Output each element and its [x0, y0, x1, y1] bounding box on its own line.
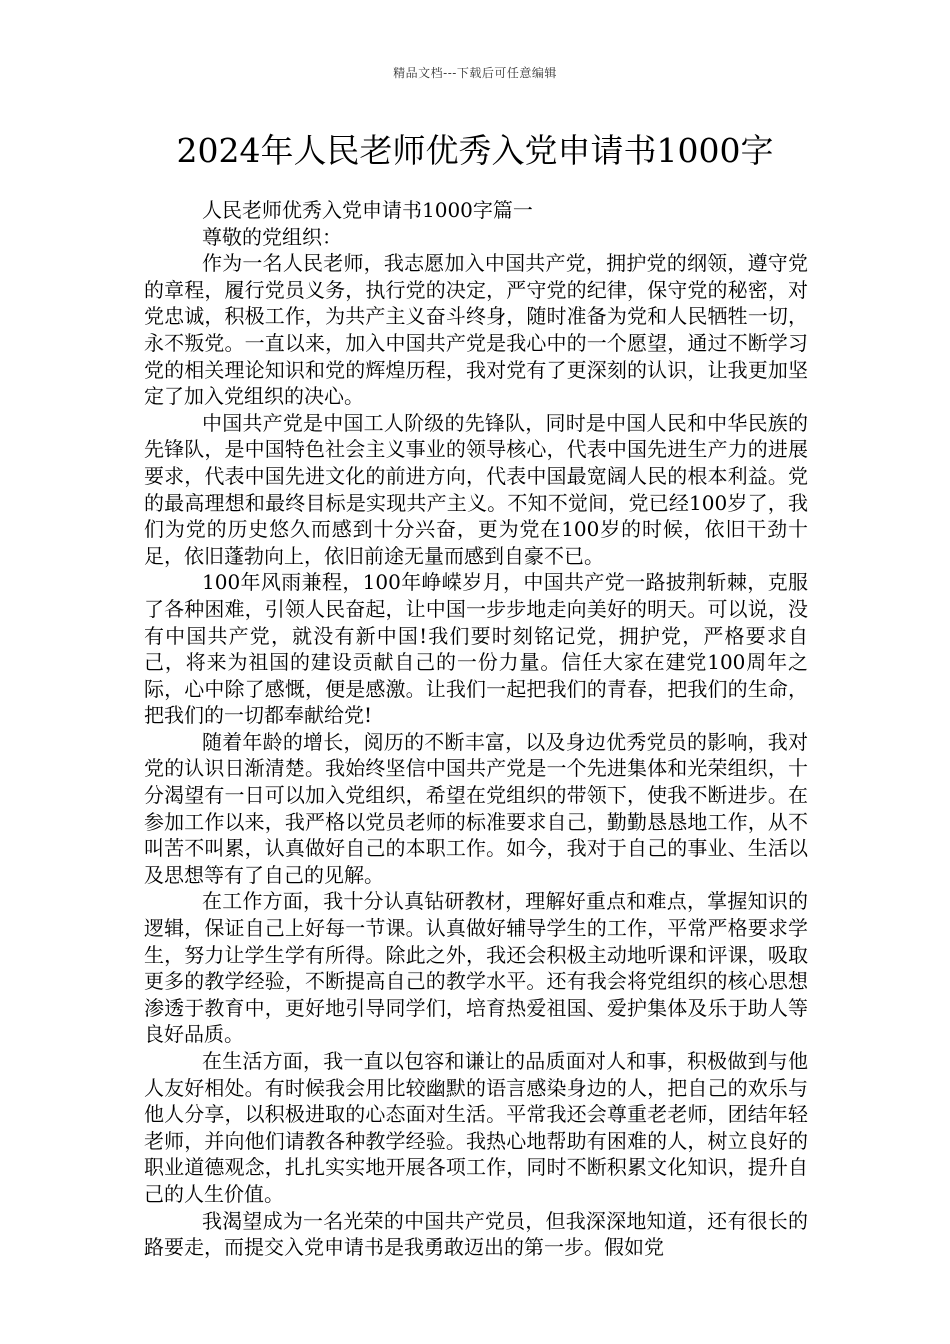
page-header: 精品文档---下载后可任意编辑 — [393, 66, 557, 80]
document-body — [144, 197, 808, 1261]
paragraph-2: 中国共产党是中国工人阶级的先锋队，同时是中国人民和中华民族的先锋队，是中国特色社会主义事业的领导核心，代表中国先进生产力的进展要求，代表中国先进文化的前进方向，代表中国最宽阔人民的根本利益。党的最高理想和最终目标是实现共产主义。不知不觉间，党已经100岁了，我们为党的历史悠久而感到十分兴奋，更为党在100岁的时候，依旧干劲十足，依旧蓬勃向上，依旧前途无量而感到自豪不已。 — [144, 410, 808, 568]
paragraph-7: 我渴望成为一名光荣的中国共产党员，但我深深地知道，还有很长的路要走，而提交入党申请书是我勇敢迈出的第一步。假如党 — [144, 1208, 808, 1260]
section-heading: 人民老师优秀入党申请书1000字篇一 — [202, 198, 533, 222]
paragraph-6: 在生活方面，我一直以包容和谦让的品质面对人和事，积极做到与他人友好相处。有时候我会用比较幽默的语言感染身边的人，把自己的欢乐与他人分享，以积极进取的心态面对生活。平常我还会尊重老老师，团结年轻老师，并向他们请教各种教学经验。我热心地帮助有困难的人，树立良好的职业道德观念，扎扎实实地开展各项工作，同时不断积累文化知识，提升自己的人生价值。 — [144, 1049, 808, 1206]
salutation: 尊敬的党组织： — [202, 224, 342, 249]
paragraph-5: 在工作方面，我十分认真钻研教材，理解好重点和难点，掌握知识的逻辑，保证自己上好每一节课。认真做好辅导学生的工作，平常严格要求学生，努力让学生学有所得。除此之外，我还会积极主动地听课和评课，吸取更多的教学经验，不断提高自己的教学水平。还有我会将党组织的核心思想渗透于教育中，更好地引导同学们，培育热爱祖国、爱护集体及乐于助人等良好品质。 — [144, 889, 808, 1047]
paragraph-1: 作为一名人民老师，我志愿加入中国共产党，拥护党的纲领，遵守党的章程，履行党员义务，执行党的决定，严守党的纪律，保守党的秘密，对党忠诚，积极工作，为共产主义奋斗终身，随时准备为党和人民牺牲一切，永不叛党。一直以来，加入中国共产党是我心中的一个愿望，通过不断学习党的相关理论知识和党的辉煌历程，我对党有了更深刻的认识，让我更加坚定了加入党组织的决心。 — [144, 251, 808, 409]
document-title: 2024年人民老师优秀入党申请书1000字 — [176, 131, 774, 170]
paragraph-3: 100年风雨兼程，100年峥嵘岁月，中国共产党一路披荆斩棘，克服了各种困难，引领人民奋起，让中国一步步地走向美好的明天。可以说，没有中国共产党，就没有新中国!我们要时刻铭记党，拥护党，严格要求自己，将来为祖国的建设贡献自己的一份力量。信任大家在建党100周年之际，心中除了感慨，便是感激。让我们一起把我们的青春，把我们的生命，把我们的一切都奉献给党! — [144, 570, 808, 728]
paragraph-4: 随着年龄的增长，阅历的不断丰富，以及身边优秀党员的影响，我对党的认识日渐清楚。我始终坚信中国共产党是一个先进集体和光荣组织，十分渴望有一日可以加入党组织，希望在党组织的带领下，使我不断进步。在参加工作以来，我严格以党员老师的标准要求自己，勤勤恳恳地工作，从不叫苦不叫累，认真做好自己的本职工作。如今，我对于自己的事业、生活以及思想等有了自己的见解。 — [144, 729, 808, 887]
